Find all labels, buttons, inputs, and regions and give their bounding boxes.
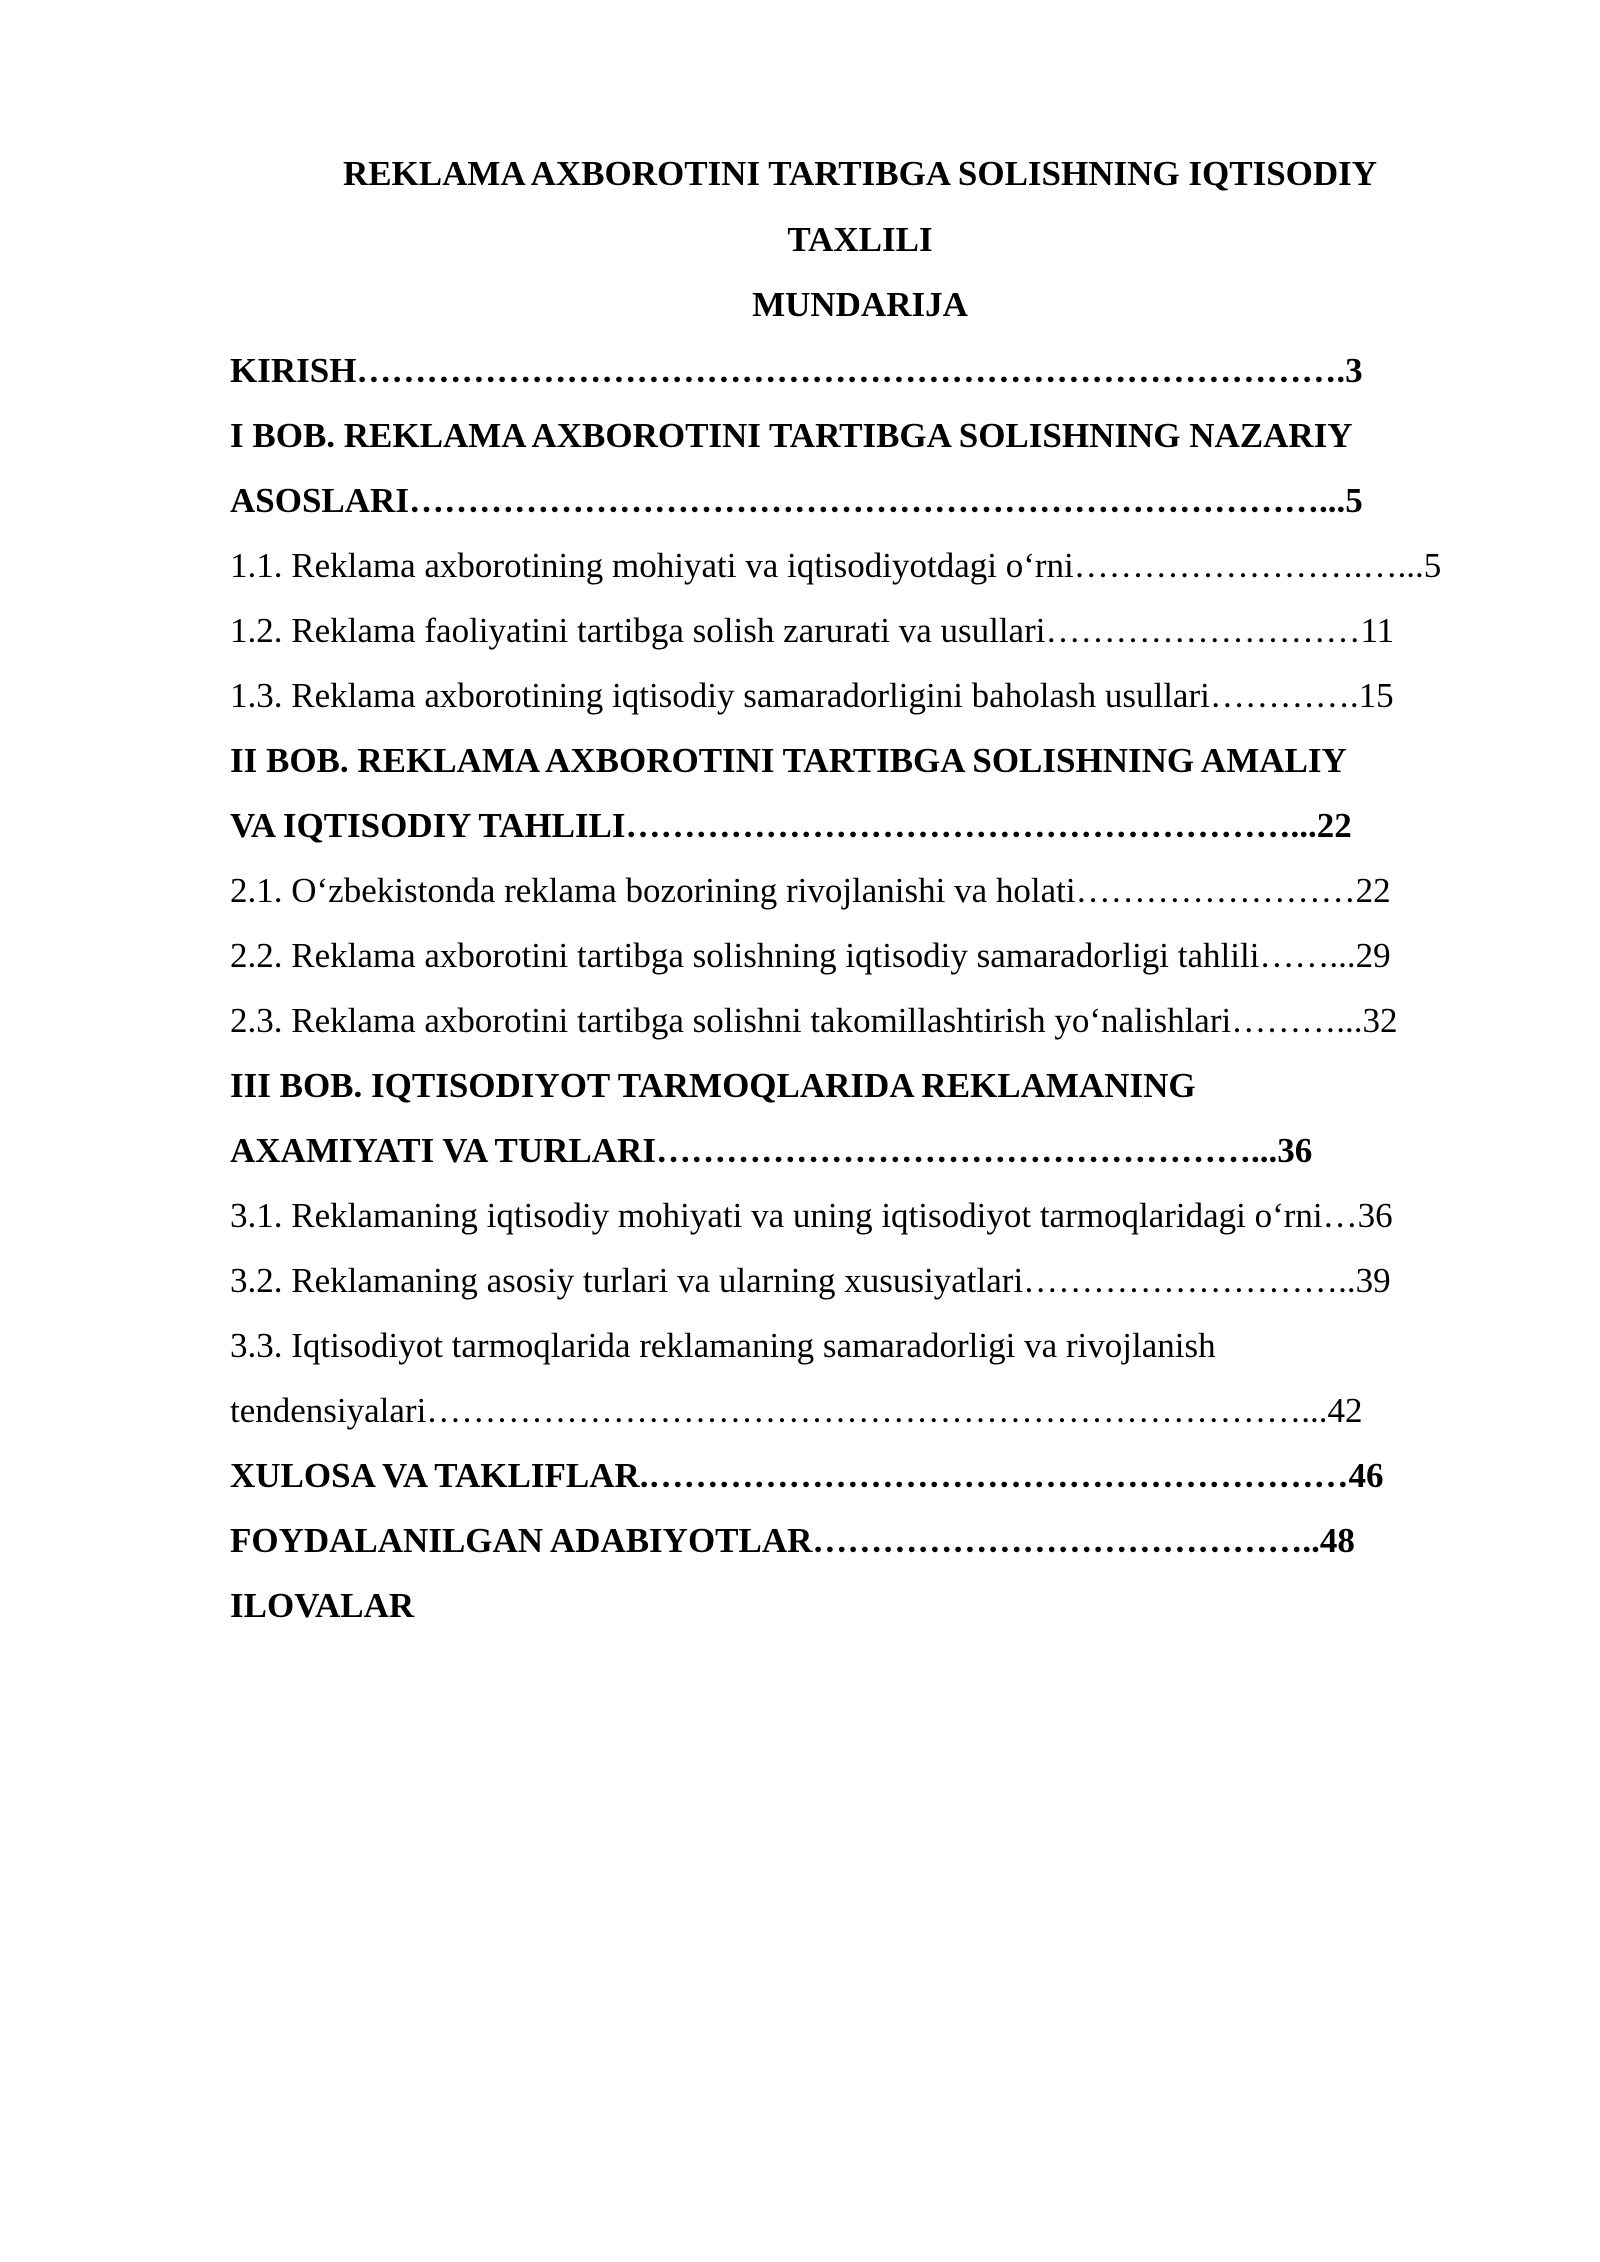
toc-line: 3.1. Reklamaning iqtisodiy mohiyati va uning iqtisodiyot tarmoqlaridagi o‘rni…36 [230,1196,1393,1235]
toc-line: 3.2. Reklamaning asosiy turlari va ularning xususiyatlari………………………..39 [230,1261,1391,1300]
toc-line: III BOB. IQTISODIYOT TARMOQLARIDA REKLAMANING [230,1066,1196,1105]
toc-line: FOYDALANILGAN ADABIYOTLAR……………………………………..48 [230,1521,1355,1560]
toc-line: 2.3. Reklama axborotini tartibga solishni takomillashtirish yo‘nalishlari………...32 [230,1001,1398,1040]
toc-line: VA IQTISODIY TAHLILI…………………………………………………...22 [230,806,1352,845]
toc-line: 1.2. Reklama faoliyatini tartibga solish zarurati va usullari………………………11 [230,611,1395,650]
toc-line: tendensiyalari…………………………………………………………………...42 [230,1391,1363,1430]
toc-line: XULOSA VA TAKLIFLAR.……………………………………………………46 [230,1456,1384,1495]
toc-line: ASOSLARI……………………………………………………………………...5 [230,481,1363,520]
document-title-line-1: REKLAMA AXBOROTINI TARTIBGA SOLISHNING IQTISODIY [342,154,1378,193]
toc-line: ILOVALAR [230,1586,415,1625]
toc-line: II BOB. REKLAMA AXBOROTINI TARTIBGA SOLISHNING AMALIY [230,741,1347,780]
toc-line: I BOB. REKLAMA AXBOROTINI TARTIBGA SOLISHNING NAZARIY [230,416,1353,455]
document-title-line-2: TAXLILI [787,220,933,259]
toc-line: AXAMIYATI VA TURLARI……………………………………………...36 [230,1131,1313,1170]
toc-line: 3.3. Iqtisodiyot tarmoqlarida reklamaning samaradorligi va rivojlanish [230,1326,1216,1365]
toc-line: 1.1. Reklama axborotining mohiyati va iqtisodiyotdagi o‘rni…………………….…...5 [230,546,1442,585]
toc-line: 1.3. Reklama axborotining iqtisodiy samaradorligini baholash usullari………….15 [230,676,1394,715]
toc-line: 2.2. Reklama axborotini tartibga solishning iqtisodiy samaradorligi tahlili……...29 [230,936,1391,975]
toc-line: 2.1. O‘zbekistonda reklama bozorining rivojlanishi va holati……………………22 [230,871,1391,910]
toc-line: KIRISH………………………………………………………………………….3 [230,351,1363,390]
contents-heading: MUNDARIJA [752,285,968,324]
